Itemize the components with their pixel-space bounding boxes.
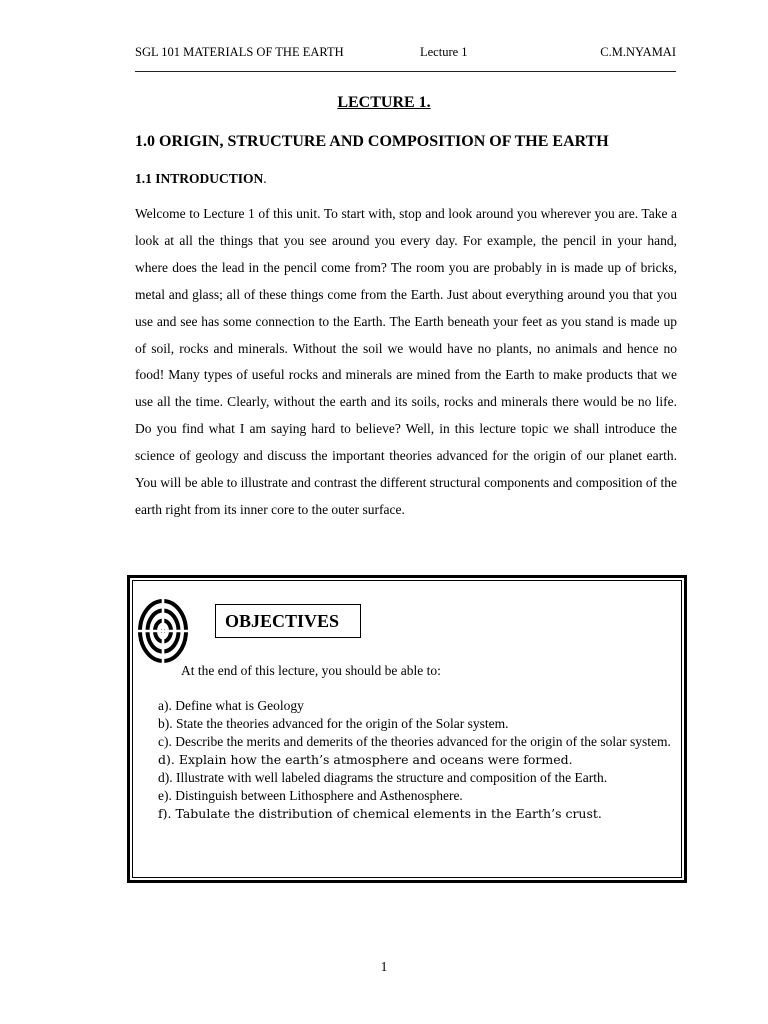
subsection-title-suffix: . (263, 171, 267, 186)
intro-paragraph: Welcome to Lecture 1 of this unit. To start with, stop and look around you wherever you are. Take a look at all the things that you see around you every day. For example, the pencil in your hand, where does the lead in the pencil come from? The room you are probably in is made up of bricks, metal and glass; all of these things come from the Earth. Just about everything around you that you use and see has some connection to the Earth. The Earth beneath your feet as you stand is made up of soil, rocks and minerals. Without the soil we would have no plants, no animals and hence no food! Many types of useful rocks and minerals are mined from the Earth to make products that we use all the time. Clearly, without the earth and its soils, rocks and minerals there would be no life. Do you find what I am saying hard to believe? Well, in this lecture topic we shall introduce the science of geology and discuss the important theories advanced for the origin of our planet earth. You will be able to illustrate and contrast the different structural components and composition of the earth right from its inner core to the outer surface. (135, 206, 677, 517)
objective-item: b). State the theories advanced for the origin of the Solar system. (158, 716, 509, 731)
objectives-heading: OBJECTIVES (215, 604, 361, 638)
header-divider (135, 71, 676, 72)
header-lecture: Lecture 1 (420, 45, 468, 59)
objectives-intro: At the end of this lecture, you should be able to: (181, 663, 441, 678)
header-author: C.M.NYAMAI (600, 45, 676, 59)
target-icon (138, 599, 188, 663)
objective-item: e). Distinguish between Lithosphere and Asthenosphere. (158, 788, 463, 803)
page-number: 1 (380, 959, 388, 974)
objectives-list (158, 697, 678, 823)
objective-item: c). Describe the merits and demerits of the theories advanced for the origin of the solar system. (158, 734, 671, 749)
subsection-title-text: 1.1 INTRODUCTION (135, 171, 264, 186)
lecture-title: LECTURE 1. (337, 94, 431, 111)
objective-item: d). Illustrate with well labeled diagrams the structure and composition of the Earth. (158, 770, 608, 785)
page-header (135, 45, 676, 63)
section-title: 1.0 ORIGIN, STRUCTURE AND COMPOSITION OF THE EARTH (135, 133, 609, 150)
objective-item: d). Explain how the earth’s atmosphere and oceans were formed. (158, 752, 573, 767)
objective-item: a). Define what is Geology (158, 698, 304, 713)
subsection-title (135, 171, 267, 187)
objective-item: f). Tabulate the distribution of chemical elements in the Earth’s crust. (158, 806, 602, 821)
header-course: SGL 101 MATERIALS OF THE EARTH (135, 45, 344, 59)
